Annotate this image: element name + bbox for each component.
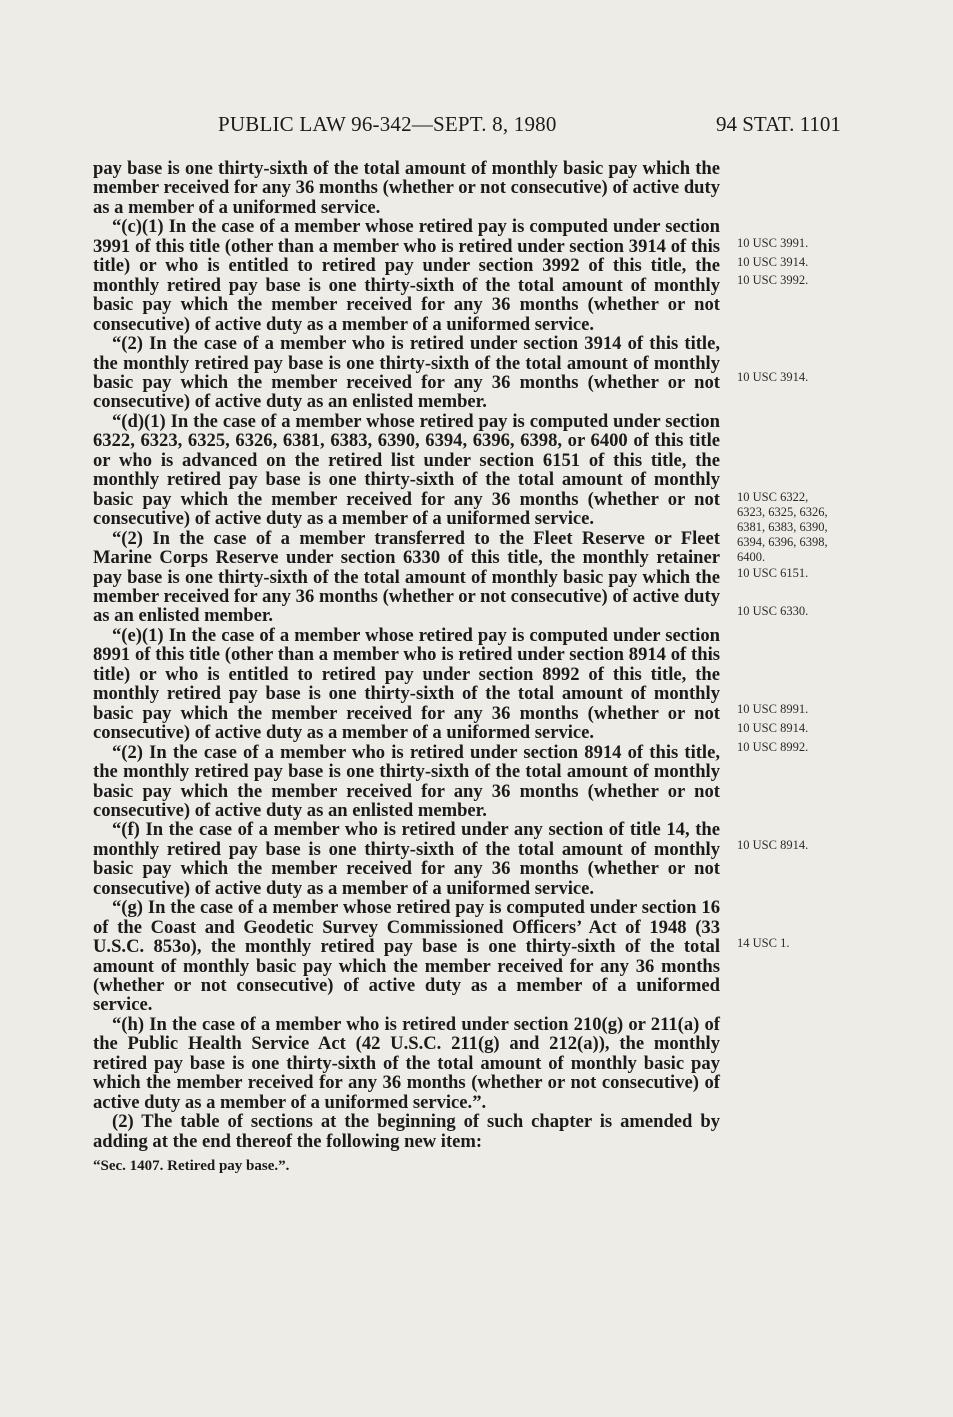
- margin-note: 10 USC 3991.: [737, 236, 809, 250]
- margin-note: 10 USC 6151.: [737, 566, 809, 580]
- header-title: PUBLIC LAW 96-342—SEPT. 8, 1980: [218, 112, 557, 136]
- statute-body: [93, 159, 720, 1177]
- margin-note: 10 USC 6322,: [737, 490, 809, 504]
- margin-note: 10 USC 8992.: [737, 740, 809, 754]
- margin-note: 10 USC 3914.: [737, 370, 809, 384]
- paragraph-e1: “(e)(1) In the case of a member whose retired pay is computed under section 8991 of this title (other than a member who is retired under section 8914 of this title) or who is entitled to retired pay under section 8992 of this title, the monthly retired pay base is one thirty-sixth of the total amount of monthly basic pay which the member received for any 36 months (whether or not consecutive) of active duty as a member of a uniformed service.: [93, 624, 720, 744]
- margin-note: 10 USC 6330.: [737, 604, 809, 618]
- paragraph-d2: “(2) In the case of a member transferred to the Fleet Reserve or Fleet Marine Corps Reserve under section 6330 of this title, the monthly retainer pay base is one thirty-sixth of the total amount of monthly basic pay which the member received for any 36 months (whether or not consecutive) of active duty as an enlisted member.: [93, 527, 720, 627]
- margin-note: 10 USC 8914.: [737, 721, 809, 735]
- margin-note: 10 USC 8991.: [737, 702, 809, 716]
- new-section-item: “Sec. 1407. Retired pay base.”.: [93, 1158, 290, 1175]
- margin-note: 10 USC 8914.: [737, 838, 809, 852]
- margin-note: 6400.: [737, 550, 766, 564]
- margin-note: 10 USC 3914.: [737, 255, 809, 269]
- paragraph-f: “(f) In the case of a member who is retired under any section of title 14, the monthly retired pay base is one thirty-sixth of the total amount of monthly basic pay which the member received for any 36 months (whether or not consecutive) of active duty as a member of a uniformed service.: [93, 819, 720, 899]
- paragraph-c1: “(c)(1) In the case of a member whose retired pay is computed under section 3991 of this title (other than a member who is retired under section 3914 of this title) or who is entitled to retired pay under section 3992 of this title, the monthly retired pay base is one thirty-sixth of the total amount of monthly basic pay which the member received for any 36 months (whether or not consecutive) of active duty as a member of a uniformed service.: [93, 216, 720, 335]
- page-header: [0, 112, 953, 142]
- margin-note: 6394, 6396, 6398,: [737, 535, 828, 549]
- paragraph-g: “(g) In the case of a member whose retired pay is computed under section 16 of the Coast and Geodetic Survey Commissioned Officers’ Act of 1948 (33 U.S.C. 853o), the monthly retired pay base is one thirty-sixth of the total amount of monthly basic pay which the member received for any 36 months (whether or not consecutive) of active duty as a member of a uniformed service.: [93, 897, 720, 1016]
- margin-note: 10 USC 3992.: [737, 273, 809, 287]
- header-stat-citation: 94 STAT. 1101: [716, 112, 841, 136]
- paragraph-h: “(h) In the case of a member who is retired under section 210(g) or 211(a) of the Public Health Service Act (42 U.S.C. 211(g) and 212(a)), the monthly retired pay base is one thirty-sixth of the total amount of monthly basic pay which the member received for any 36 months (whether or not consecutive) of active duty as a member of a uniformed service.”.: [93, 1013, 720, 1113]
- margin-note: 6323, 6325, 6326,: [737, 505, 828, 519]
- paragraph-e2: “(2) In the case of a member who is retired under section 8914 of this title, the monthly retired pay base is one thirty-sixth of the total amount of monthly basic pay which the member received for any 36 months (whether or not consecutive) of active duty as an enlisted member.: [93, 741, 720, 821]
- paragraph-d1: “(d)(1) In the case of a member whose retired pay is computed under section 6322, 6323, 6325, 6326, 6381, 6383, 6390, 6394, 6396, 6398, or 6400 of this title or who is advanced on the retired list under section 6151 of this title, the monthly retired pay base is one thirty-sixth of the total amount of monthly basic pay which the member received for any 36 months (whether or not consecutive) of active duty as a member of a uniformed service.: [93, 410, 720, 530]
- paragraph-continuation: pay base is one thirty-sixth of the total amount of monthly basic pay which the member received for any 36 months (whether or not consecutive) of active duty as a member of a uniformed service.: [93, 158, 720, 218]
- margin-note: 6381, 6383, 6390,: [737, 520, 828, 534]
- paragraph-table-amendment: (2) The table of sections at the beginning of such chapter is amended by adding at the end thereof the following new item:: [93, 1111, 720, 1152]
- paragraph-c2: “(2) In the case of a member who is retired under section 3914 of this title, the monthly retired pay base is one thirty-sixth of the total amount of monthly basic pay which the member received for any 36 months (whether or not consecutive) of active duty as an enlisted member.: [93, 333, 720, 413]
- margin-note: 14 USC 1.: [737, 936, 790, 950]
